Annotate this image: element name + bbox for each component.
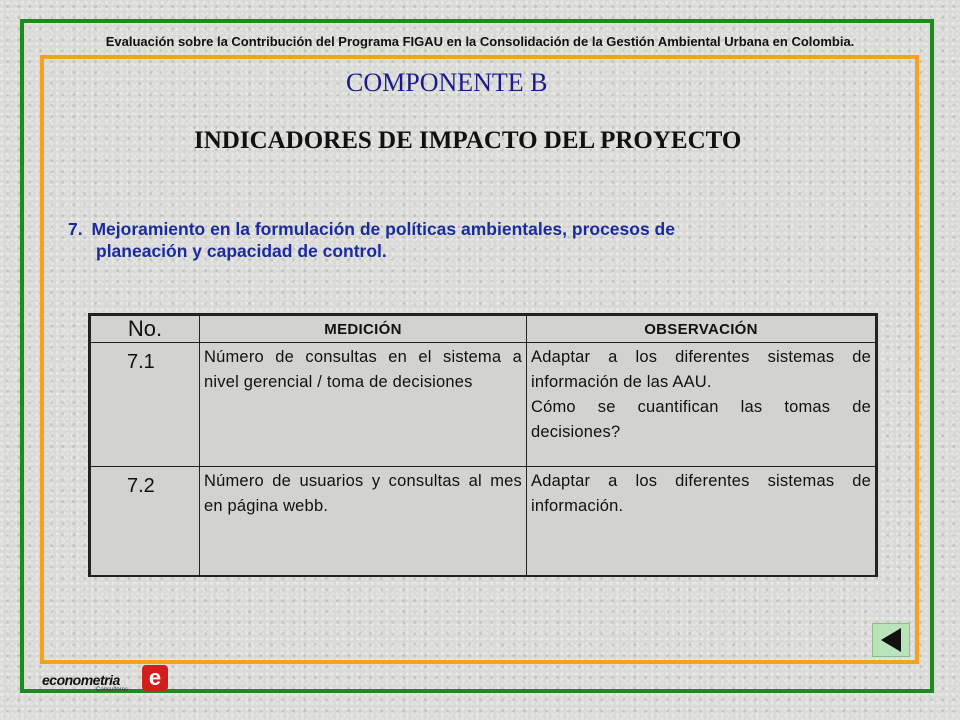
document-header: Evaluación sobre la Contribución del Programa FIGAU en la Consolidación de la Gestión Ambiental Urbana en Colombia. <box>105 34 855 49</box>
row-observacion <box>527 343 876 467</box>
row-number: 7.1 <box>91 343 200 467</box>
table-header-row <box>91 316 876 343</box>
indicator-number: 7. <box>68 219 83 239</box>
row-observacion <box>527 467 876 577</box>
indicators-table <box>88 313 878 577</box>
component-title: COMPONENTE B <box>346 68 548 97</box>
logo-wordmark: econometria <box>42 672 120 688</box>
back-button[interactable] <box>872 623 910 657</box>
logo-subtitle: Consultores <box>96 687 129 693</box>
table-row <box>91 343 876 467</box>
triangle-left-icon <box>873 624 909 656</box>
header-medicion: MEDICIÓN <box>200 316 527 343</box>
page-title: INDICADORES DE IMPACTO DEL PROYECTO <box>194 127 742 154</box>
observacion-line: Adaptar a los diferentes sistemas de información. <box>531 472 871 515</box>
econometria-logo <box>40 665 170 695</box>
logo-mark: e <box>142 665 168 691</box>
observacion-line: Cómo se cuantifican las tomas de decisiones? <box>531 398 871 441</box>
header-no: No. <box>91 316 200 343</box>
row-medicion: Número de usuarios y consultas al mes en página webb. <box>200 467 527 577</box>
indicator-text-line1: Mejoramiento en la formulación de políticas ambientales, procesos de <box>91 219 675 239</box>
row-number: 7.2 <box>91 467 200 577</box>
indicator-item <box>68 218 904 262</box>
observacion-line: Adaptar a los diferentes sistemas de información de las AAU. <box>531 348 871 391</box>
indicator-text-line2: planeación y capacidad de control. <box>96 241 387 261</box>
table-row <box>91 467 876 577</box>
header-observacion: OBSERVACIÓN <box>527 316 876 343</box>
row-medicion: Número de consultas en el sistema a nivel gerencial / toma de decisiones <box>200 343 527 467</box>
